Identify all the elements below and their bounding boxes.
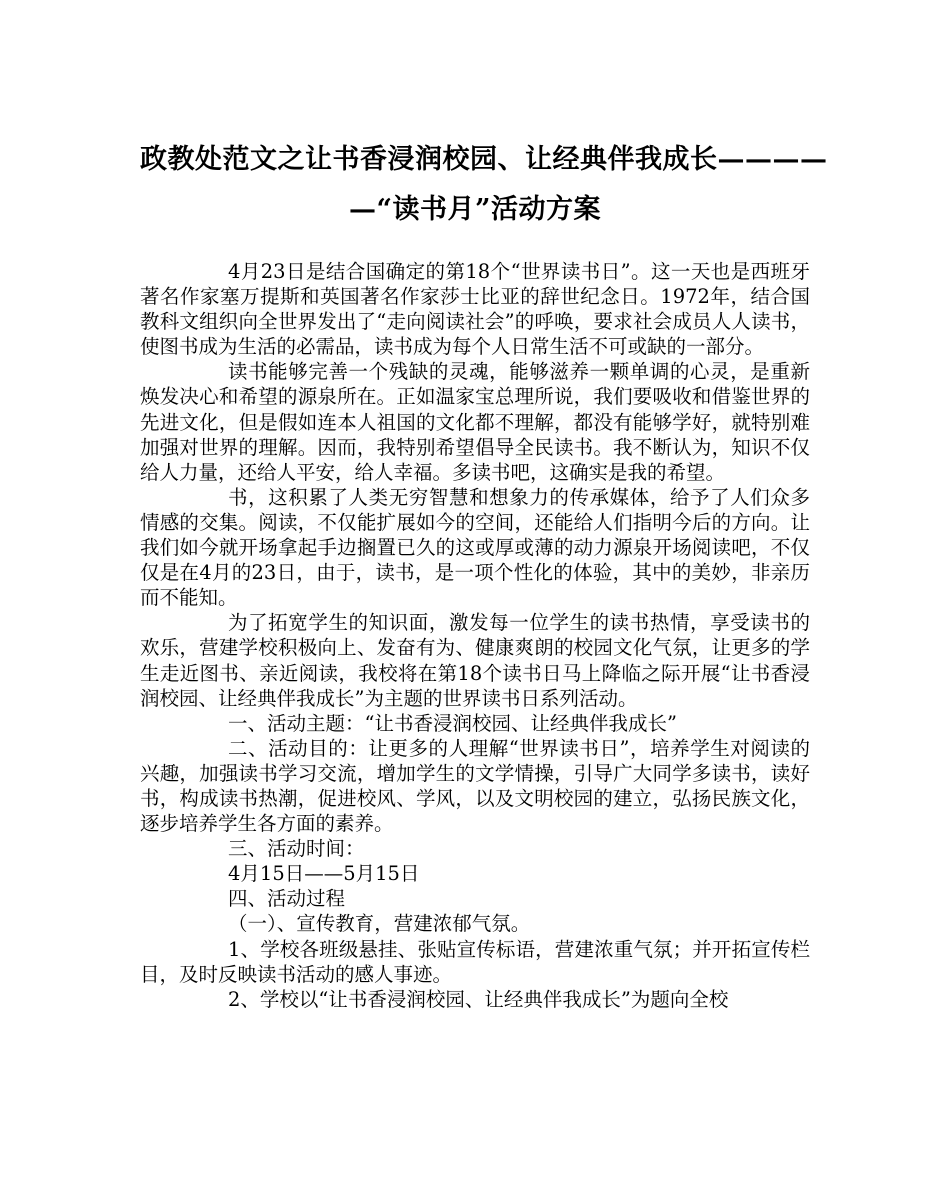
paragraph-activity-time-heading: 三、活动时间： (228, 837, 365, 861)
paragraph-activity-time: 4月15日——5月15日 (228, 862, 420, 886)
paragraph-activity-theme: 一、活动主题：“让书香浸润校园、让经典伴我成长” (228, 711, 677, 735)
paragraph-process-section-1: （一）、宣传教育，营建浓郁气氛。 (228, 912, 531, 936)
paragraph-reading-value: 读书能够完善一个残缺的灵魂，能够滋养一颗单调的心灵，是重新焕发决心和希望的源泉所在。正如温家宝总理所说，我们要吸收和借鉴世界的先进文化，但是假如连本人祖国的文化都不理解，都没有能够学好，就特别难加强对世界的理解。因而，我特别希望倡导全民读书。我不断认为，知识不仅给人力量，还给人平安，给人幸福。多读书吧，这确实是我的希望。 (140, 360, 810, 484)
paragraph-activity-purpose: 为了拓宽学生的知识面，激发每一位学生的读书热情，享受读书的欢乐，营建学校积极向上、发奋有为、健康爽朗的校园文化气氛，让更多的学生走近图书、亲近阅读，我校将在第18个读书日马上降临之际开展“让书香浸润校园、让经典伴我成长”为主题的世界读书日系列活动。 (140, 611, 810, 710)
paragraph-process-item-2: 2、学校以“让书香浸润校园、让经典伴我成长”为题向全校 (228, 987, 729, 1011)
paragraph-world-book-day: 4月23日是结合国确定的第18个“世界读书日”。这一天也是西班牙著名作家塞万提斯和英国著名作家莎士比亚的辞世纪念日。1972年，结合国教科文组织向全世界发出了“走向阅读社会”的呼唤，要求社会成员人人读书，使图书成为生活的必需品，读书成为每个人日常生活不可或缺的一部分。 (140, 260, 810, 359)
paragraph-books-media: 书，这积累了人类无穷智慧和想象力的传承媒体，给予了人们众多情感的交集。阅读，不仅能扩展如今的空间，还能给人们指明今后的方向。让我们如今就开场拿起手边搁置已久的这或厚或薄的动力源泉开场阅读吧，不仅仅是在4月的23日，由于，读书，是一项个性化的体验，其中的美妙，非亲历而不能知。 (140, 485, 810, 610)
document-body (140, 259, 810, 1012)
title-line-2: —“读书月”活动方案 (348, 194, 602, 225)
paragraph-activity-goal: 二、活动目的：让更多的人理解“世界读书日”，培养学生对阅读的兴趣，加强读书学习交流，增加学生的文学情操，引导广大同学多读书，读好书，构成读书热潮，促进校风、学风，以及文明校园的建立，弘扬民族文化，逐步培养学生各方面的素养。 (140, 736, 810, 836)
document-title (140, 135, 828, 235)
paragraph-activity-process-heading: 四、活动过程 (228, 887, 346, 911)
paragraph-process-item-1: 1、学校各班级悬挂、张贴宣传标语，营建浓重气氛；并开拓宣传栏目，及时反映读书活动的感人事迹。 (140, 937, 810, 986)
title-line-1: 政教处范文之让书香浸润校园、让经典伴我成长———— (140, 144, 828, 175)
